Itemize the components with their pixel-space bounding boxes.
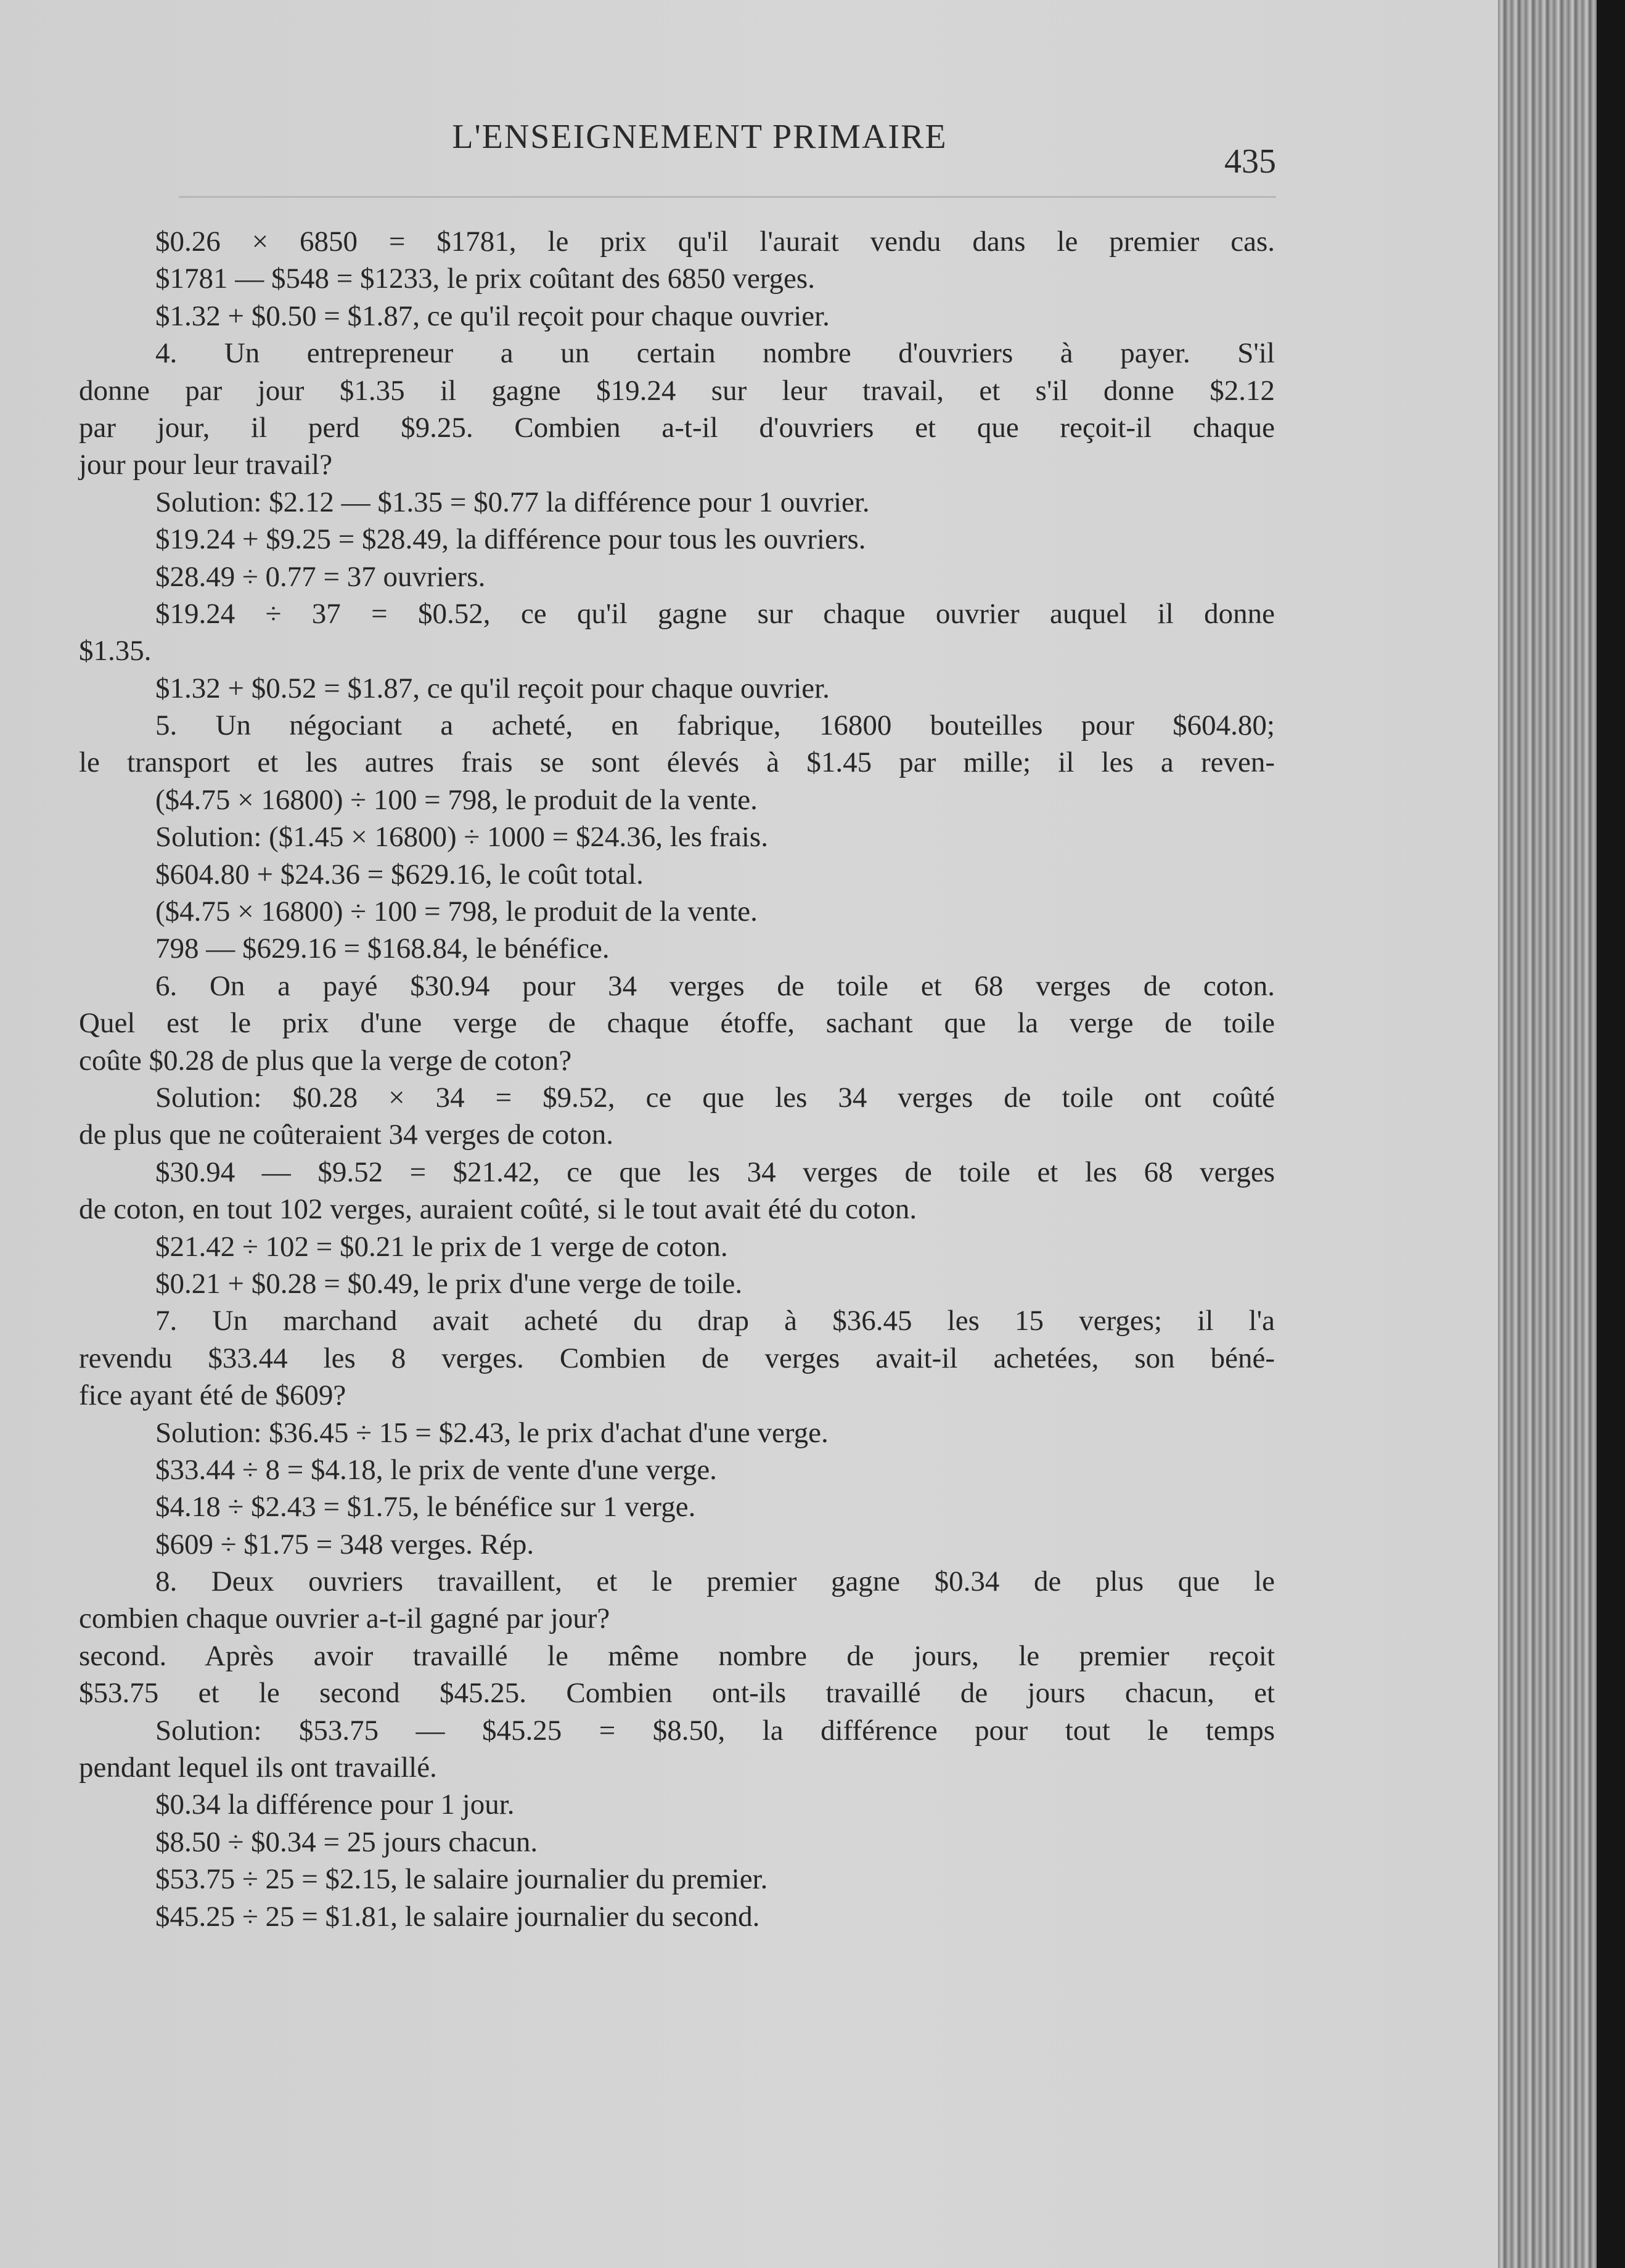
text-line: 8. Deux ouvriers travaillent, et le premier gagne $0.34 de plus que le (155, 1565, 1275, 1598)
text-line: 4. Un entrepreneur a un certain nombre d'ouvriers à payer. S'il (155, 337, 1275, 370)
text-line: $8.50 ÷ $0.34 = 25 jours chacun. (155, 1825, 538, 1858)
text-line: $19.24 ÷ 37 = $0.52, ce qu'il gagne sur chaque ouvrier auquel il donne (155, 597, 1275, 630)
text-line: $0.26 × 6850 = $1781, le prix qu'il l'aurait vendu dans le premier cas. (155, 226, 1275, 258)
text-line: ($4.75 × 16800) ÷ 100 = 798, le produit de la vente. (155, 895, 758, 928)
page-body (79, 223, 1275, 1935)
text-line: donne par jour $1.35 il gagne $19.24 sur leur travail, et s'il donne $2.12 (79, 374, 1275, 407)
text-line: $0.21 + $0.28 = $0.49, le prix d'une verge de toile. (155, 1267, 743, 1300)
text-line: fice ayant été de $609? (79, 1379, 346, 1412)
text-line: 6. On a payé $30.94 pour 34 verges de toile et 68 verges de coton. (155, 969, 1275, 1002)
text-line: Solution: ($1.45 × 16800) ÷ 1000 = $24.36, les frais. (155, 821, 768, 854)
text-line: Solution: $36.45 ÷ 15 = $2.43, le prix d'achat d'une verge. (155, 1416, 829, 1449)
text-line: par jour, il perd $9.25. Combien a-t-il d'ouvriers et que reçoit-il chaque (79, 411, 1275, 444)
text-line: $4.18 ÷ $2.43 = $1.75, le bénéfice sur 1 verge. (155, 1491, 696, 1524)
text-line: de coton, en tout 102 verges, auraient coûté, si le tout avait été du coton. (79, 1193, 917, 1226)
text-line: le transport et les autres frais se sont élevés à $1.45 par mille; il les a reven- (79, 746, 1275, 779)
text-line: $0.34 la différence pour 1 jour. (155, 1789, 515, 1821)
book-edge-shadow (1597, 0, 1625, 2268)
text-line: de plus que ne coûteraient 34 verges de coton. (79, 1119, 614, 1151)
text-line: $45.25 ÷ 25 = $1.81, le salaire journalier du second. (155, 1900, 760, 1933)
text-line: pendant lequel ils ont travaillé. (79, 1752, 437, 1784)
text-line: 798 — $629.16 = $168.84, le bénéfice. (155, 932, 610, 965)
text-line: $19.24 + $9.25 = $28.49, la différence pour tous les ouvriers. (155, 523, 866, 556)
text-line: $30.94 — $9.52 = $21.42, ce que les 34 verges de toile et les 68 verges (155, 1156, 1275, 1188)
running-title: L'ENSEIGNEMENT PRIMAIRE (452, 118, 948, 156)
text-line: $1.32 + $0.50 = $1.87, ce qu'il reçoit pour chaque ouvrier. (155, 300, 830, 332)
text-line: $1781 — $548 = $1233, le prix coûtant des 6850 verges. (155, 263, 815, 295)
text-line: Quel est le prix d'une verge de chaque étoffe, sachant que la verge de toile (79, 1007, 1275, 1040)
text-line: $53.75 ÷ 25 = $2.15, le salaire journalier du premier. (155, 1863, 768, 1896)
text-line: revendu $33.44 les 8 verges. Combien de verges avait-il achetées, son béné- (79, 1342, 1275, 1374)
text-line: $1.35. (79, 635, 152, 667)
text-line: combien chaque ouvrier a-t-il gagné par jour? (79, 1602, 610, 1635)
text-line: Solution: $2.12 — $1.35 = $0.77 la différence pour 1 ouvrier. (155, 486, 870, 518)
header-rule (179, 196, 1276, 198)
text-line: $609 ÷ $1.75 = 348 verges. Rép. (155, 1528, 534, 1560)
text-line: Solution: $0.28 × 34 = $9.52, ce que les 34 verges de toile ont coûté (155, 1081, 1275, 1114)
text-line: $1.32 + $0.52 = $1.87, ce qu'il reçoit pour chaque ouvrier. (155, 672, 830, 704)
text-line: jour pour leur travail? (79, 449, 333, 481)
text-line: $53.75 et le second $45.25. Combien ont-ils travaillé de jours chacun, et (79, 1677, 1275, 1710)
text-line: 5. Un négociant a acheté, en fabrique, 16800 bouteilles pour $604.80; (155, 709, 1275, 742)
text-line: $604.80 + $24.36 = $629.16, le coût total. (155, 858, 644, 891)
text-line: $33.44 ÷ 8 = $4.18, le prix de vente d'une verge. (155, 1453, 717, 1486)
text-line: ($4.75 × 16800) ÷ 100 = 798, le produit de la vente. (155, 783, 758, 816)
text-line: 7. Un marchand avait acheté du drap à $36.45 les 15 verges; il l'a (155, 1305, 1275, 1337)
text-line: Solution: $53.75 — $45.25 = $8.50, la différence pour tout le temps (155, 1714, 1275, 1747)
text-line: $28.49 ÷ 0.77 = 37 ouvriers. (155, 560, 486, 593)
page-number: 435 (1224, 142, 1276, 181)
text-line: second. Après avoir travaillé le même nombre de jours, le premier reçoit (79, 1639, 1275, 1672)
text-line: coûte $0.28 de plus que la verge de coton? (79, 1044, 572, 1077)
text-line: $21.42 ÷ 102 = $0.21 le prix de 1 verge de coton. (155, 1230, 728, 1263)
